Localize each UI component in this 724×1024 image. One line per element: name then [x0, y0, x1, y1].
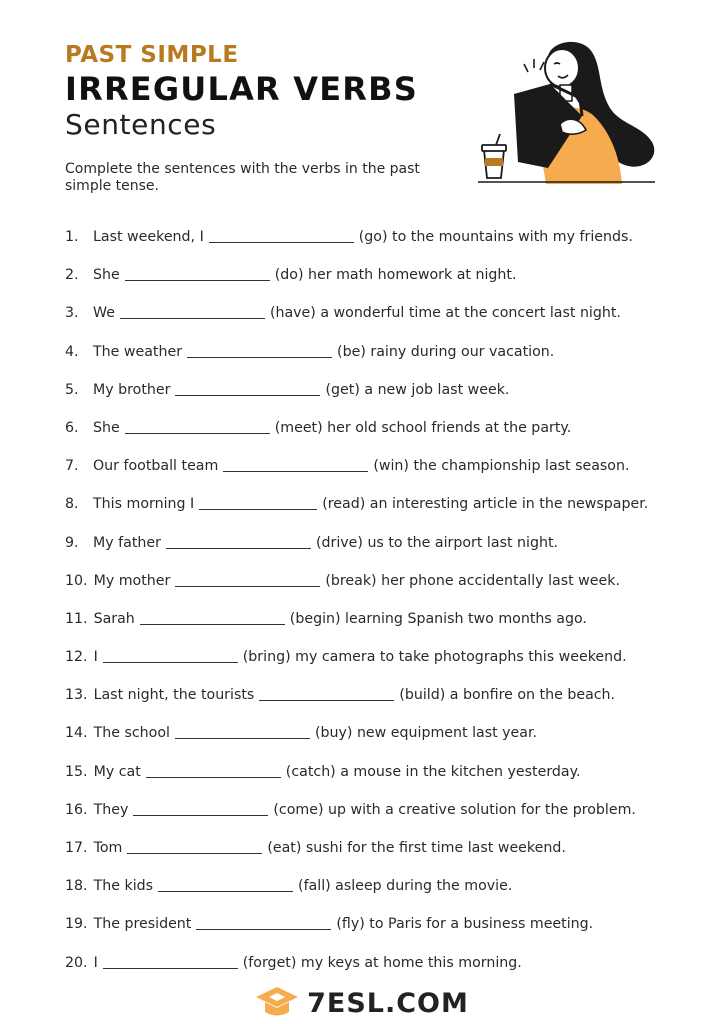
kicker-title: PAST SIMPLE [65, 42, 239, 68]
exercise-number: 14. [65, 725, 88, 742]
exercise-item [65, 264, 685, 302]
exercise-number: 2. [65, 267, 79, 284]
exercise-text-before: This morning I [93, 496, 195, 513]
answer-blank[interactable] [199, 493, 317, 510]
exercise-text-before: They [93, 801, 129, 818]
exercise-text-before: Sarah [93, 610, 135, 627]
exercise-text-after: (drive) us to the airport last night. [315, 534, 559, 551]
exercise-item [65, 379, 685, 417]
exercise-text-before: Tom [93, 840, 123, 856]
answer-blank[interactable] [175, 379, 320, 396]
answer-blank[interactable] [158, 875, 293, 892]
exercise-item [65, 684, 685, 722]
exercise-item [65, 913, 685, 951]
exercise-text-after: (do) her math homework at night. [274, 267, 517, 284]
exercise-text-after: (be) rainy during our vacation. [337, 343, 555, 360]
exercise-text-before: The president [93, 916, 192, 933]
exercise-item [65, 761, 685, 799]
exercise-item [65, 226, 685, 264]
exercise-text-before: Last weekend, I [93, 229, 204, 245]
exercise-item [65, 341, 685, 379]
answer-blank[interactable] [209, 226, 354, 243]
answer-blank[interactable] [146, 761, 281, 778]
exercise-text-before: We [93, 305, 115, 322]
exercise-text-after: (fly) to Paris for a business meeting. [336, 916, 594, 933]
exercise-item [65, 570, 685, 608]
answer-blank[interactable] [103, 952, 238, 969]
exercise-text-after: (meet) her old school friends at the party. [274, 419, 572, 436]
exercise-text-after: (have) a wonderful time at the concert last night. [269, 305, 621, 322]
answer-blank[interactable] [259, 684, 394, 701]
footer-logo [0, 985, 724, 1021]
exercise-number: 20. [65, 954, 88, 971]
exercise-text-after: (win) the championship last season. [373, 458, 630, 475]
exercise-text-before: My brother [93, 381, 171, 398]
exercise-item [65, 646, 685, 684]
answer-blank[interactable] [120, 302, 265, 319]
exercise-text-before: She [93, 419, 120, 436]
exercise-text-after: (go) to the mountains with my friends. [358, 229, 633, 245]
exercise-text-after: (break) her phone accidentally last week. [325, 572, 620, 589]
exercise-item [65, 608, 685, 646]
exercise-number: 15. [65, 763, 88, 780]
exercise-number: 4. [65, 343, 79, 360]
exercise-text-before: She [93, 267, 120, 284]
exercise-item [65, 532, 685, 570]
exercise-text-after: (eat) sushi for the first time last weekend. [267, 840, 566, 856]
exercise-item [65, 799, 685, 837]
answer-blank[interactable] [125, 417, 270, 434]
answer-blank[interactable] [175, 722, 310, 739]
exercise-number: 8. [65, 496, 79, 513]
exercise-text-before: The school [93, 725, 170, 742]
answer-blank[interactable] [133, 799, 268, 816]
exercise-number: 10. [65, 572, 88, 589]
answer-blank[interactable] [187, 341, 332, 358]
exercise-text-after: (come) up with a creative solution for the problem. [273, 801, 636, 818]
exercise-item [65, 875, 685, 913]
exercise-number: 11. [65, 610, 88, 627]
answer-blank[interactable] [196, 913, 331, 930]
exercise-number: 7. [65, 458, 79, 475]
exercise-number: 17. [65, 840, 88, 856]
exercise-text-after: (catch) a mouse in the kitchen yesterday. [285, 763, 581, 780]
exercise-number: 12. [65, 649, 88, 666]
exercise-text-before: My cat [93, 763, 141, 780]
exercise-text-after: (forget) my keys at home this morning. [242, 954, 522, 971]
exercise-text-after: (get) a new job last week. [325, 381, 510, 398]
exercise-text-before: The weather [93, 343, 183, 360]
exercise-text-before: My father [93, 534, 161, 551]
answer-blank[interactable] [125, 264, 270, 281]
exercise-item [65, 417, 685, 455]
answer-blank[interactable] [140, 608, 285, 625]
exercise-item [65, 722, 685, 760]
exercise-number: 16. [65, 801, 88, 818]
page-subtitle: Sentences [65, 108, 217, 141]
answer-blank[interactable] [166, 532, 311, 549]
reading-woman-illustration [470, 38, 670, 198]
exercise-number: 18. [65, 878, 88, 895]
exercise-item [65, 837, 685, 875]
page-title: IRREGULAR VERBS [65, 70, 418, 108]
exercise-text-after: (bring) my camera to take photographs this weekend. [242, 649, 627, 666]
exercise-text-before: Last night, the tourists [93, 687, 255, 704]
exercise-text-after: (begin) learning Spanish two months ago. [289, 610, 587, 627]
exercise-text-before: I [93, 954, 98, 971]
exercise-number: 1. [65, 229, 79, 245]
logo-text: 7ESL.COM [307, 987, 469, 1019]
exercise-text-before: My mother [93, 572, 171, 589]
exercise-text-before: I [93, 649, 98, 666]
exercise-text-before: Our football team [93, 458, 219, 475]
exercise-number: 13. [65, 687, 88, 704]
exercise-item [65, 455, 685, 493]
answer-blank[interactable] [223, 455, 368, 472]
exercise-text-after: (build) a bonfire on the beach. [399, 687, 616, 704]
exercise-number: 6. [65, 419, 79, 436]
exercise-text-after: (read) an interesting article in the newspaper. [322, 496, 649, 513]
answer-blank[interactable] [175, 570, 320, 587]
exercise-number: 3. [65, 305, 79, 322]
answer-blank[interactable] [103, 646, 238, 663]
worksheet-header [65, 40, 418, 142]
exercise-text-after: (fall) asleep during the movie. [298, 878, 513, 895]
exercise-number: 5. [65, 381, 79, 398]
instructions-text: Complete the sentences with the verbs in the past simple tense. [65, 161, 420, 194]
answer-blank[interactable] [127, 837, 262, 854]
graduation-cap-icon [255, 985, 299, 1021]
exercise-text-before: The kids [93, 878, 154, 895]
exercise-item [65, 302, 685, 340]
exercise-text-after: (buy) new equipment last year. [314, 725, 538, 742]
exercise-number: 9. [65, 534, 79, 551]
exercise-number: 19. [65, 916, 88, 933]
exercise-list [65, 226, 685, 990]
exercise-item [65, 493, 685, 531]
